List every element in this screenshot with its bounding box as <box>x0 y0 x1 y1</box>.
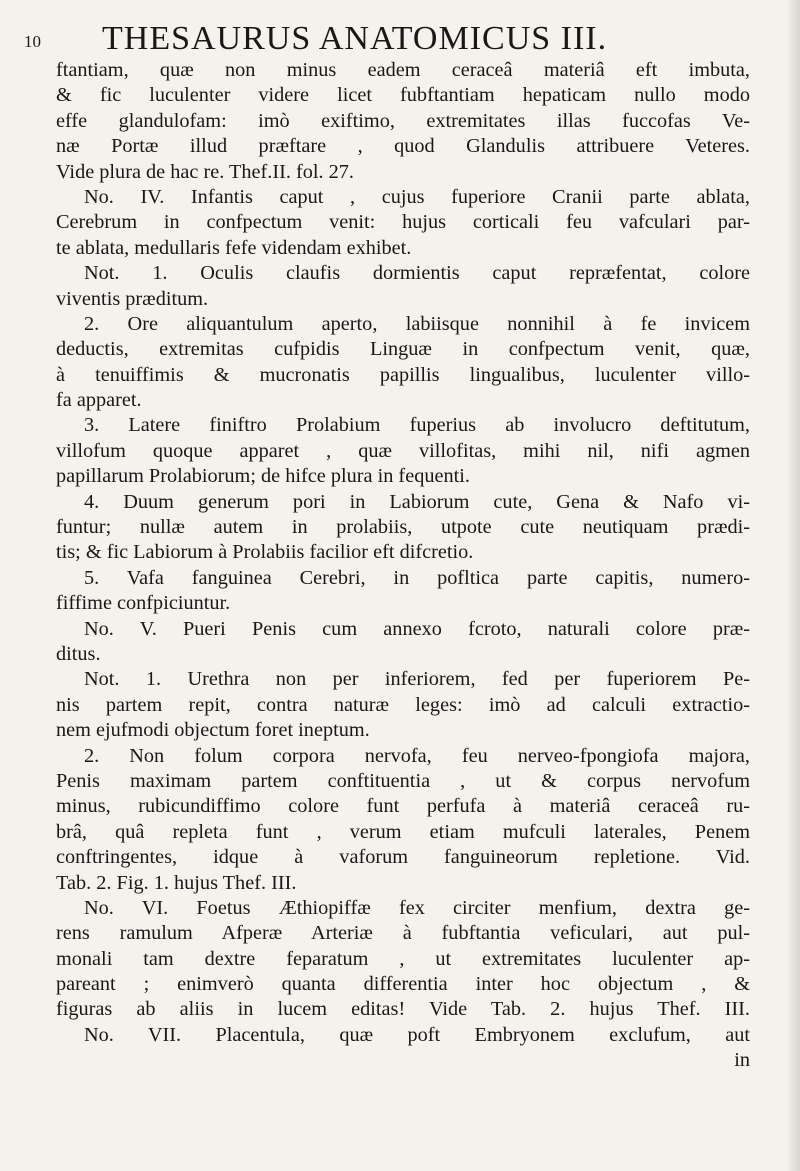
text-line: næ Portæ illud præftare , quod Glandulis attribuere Veteres. <box>56 135 750 158</box>
text-line: 3. Latere finiftro Prolabium fuperius ab involucro deftitutum, <box>84 414 750 437</box>
text-line: pareant ; enimverò quanta differentia inter hoc objectum , & <box>56 973 750 996</box>
text-line: deductis, extremitas cufpidis Linguæ in confpectum venit, quæ, <box>56 338 750 361</box>
text-line: fa apparet. <box>56 389 142 412</box>
text-line: 5. Vafa fanguinea Cerebri, in pofltica parte capitis, numero- <box>84 566 750 589</box>
text-line: Penis maximam partem conftituentia , ut & corpus nervofum <box>56 769 750 792</box>
text-line: à tenuiffimis & mucronatis papillis lingualibus, luculenter villo- <box>56 363 750 386</box>
text-line: minus, rubicundiffimo colore funt perfufa à materiâ ceraceâ ru- <box>56 795 750 818</box>
text-line: conftringentes, idque à vaforum fanguineorum repletione. Vid. <box>56 846 750 869</box>
text-line: ftantiam, quæ non minus eadem ceraceâ materiâ eft imbuta, <box>56 59 750 81</box>
page-number: 10 <box>24 32 41 51</box>
text-line: effe glandulofam: imò exiftimo, extremitates illas fuccofas Ve- <box>56 109 750 132</box>
text-line: No. V. Pueri Penis cum annexo fcroto, naturali colore præ- <box>84 617 750 640</box>
text-line: No. IV. Infantis caput , cujus fuperiore Cranii parte ablata, <box>84 185 750 208</box>
page-header <box>24 20 764 60</box>
text-line: tis; & fic Labiorum à Prolabiis facilior eft difcretio. <box>56 541 474 564</box>
text-line: viventis præditum. <box>56 287 209 310</box>
text-line: rens ramulum Afperæ Arteriæ à fubftantia veficulari, aut pul- <box>56 922 750 945</box>
page-edge-shadow <box>786 0 800 1171</box>
text-line: & fic luculenter videre licet fubftantiam hepaticam nullo modo <box>56 84 750 107</box>
text-line: te ablata, medullaris fefe videndam exhibet. <box>56 236 412 259</box>
text-line: fiffime confpiciuntur. <box>56 592 231 615</box>
text-line: 2. Non folum corpora nervofa, feu nerveo-fpongiofa majora, <box>84 744 750 767</box>
text-line: 2. Ore aliquantulum aperto, labiisque nonnihil à fe invicem <box>84 312 750 335</box>
text-line: villofum quoque apparet , quæ villofitas, mihi nil, nifi agmen <box>56 439 750 462</box>
text-line: ditus. <box>56 642 101 665</box>
text-line: 4. Duum generum pori in Labiorum cute, Gena & Nafo vi- <box>84 490 750 513</box>
text-line: brâ, quâ repleta funt , verum etiam mufculi laterales, Penem <box>56 820 750 843</box>
text-line: nis partem repit, contra naturæ leges: imò ad calculi extractio- <box>56 693 750 716</box>
text-line: Vide plura de hac re. Thef.II. fol. 27. <box>56 160 354 183</box>
text-line: figuras ab aliis in lucem editas! Vide Tab. 2. hujus Thef. III. <box>56 998 750 1021</box>
text-line: Cerebrum in confpectum venit: hujus corticali feu vafculari par- <box>56 211 750 234</box>
running-title: THESAURUS ANATOMICUS III. <box>102 20 608 57</box>
text-line: Not. 1. Oculis claufis dormientis caput repræfentat, colore <box>84 262 750 285</box>
text-line: nem ejufmodi objectum foret ineptum. <box>56 719 370 742</box>
text-line: papillarum Prolabiorum; de hifce plura in fequenti. <box>56 465 470 488</box>
text-line: monali tam dextre feparatum , ut extremitates luculenter ap- <box>56 947 750 970</box>
text-line: Not. 1. Urethra non per inferiorem, fed per fuperiorem Pe- <box>84 668 750 691</box>
text-line: No. VI. Foetus Æthiopiffæ fex circiter menfium, dextra ge- <box>84 896 750 919</box>
text-line: Tab. 2. Fig. 1. hujus Thef. III. <box>56 871 297 894</box>
text-line: funtur; nullæ autem in prolabiis, utpote cute neutiquam prædi- <box>56 516 750 539</box>
text-line: No. VII. Placentula, quæ poft Embryonem exclufum, aut <box>84 1023 750 1046</box>
text-line: in <box>734 1049 750 1072</box>
body-text <box>56 58 750 1074</box>
